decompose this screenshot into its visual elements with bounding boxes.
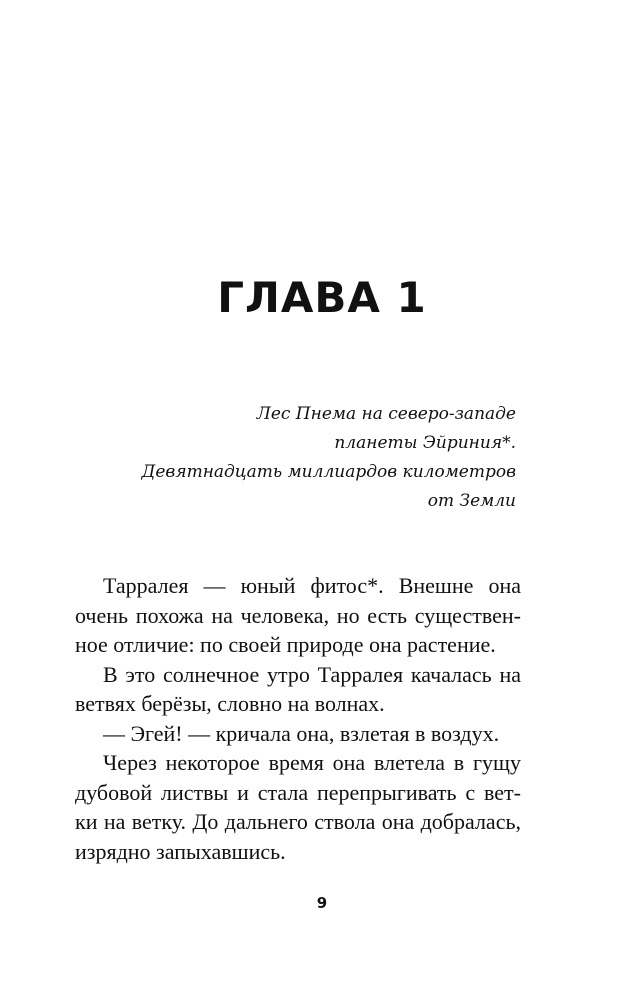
- body-line: Тарралея — юный фитос*. Внешне она: [103, 573, 521, 598]
- page-number: 9: [316, 894, 328, 912]
- body-line: ветвях берёзы, словно на волнах.: [75, 691, 385, 716]
- body-line: ки на ветку. До дальнего ствола она добралась,: [75, 809, 521, 834]
- body-line: Через некоторое время она влетела в гущу: [103, 750, 521, 775]
- body-line: — Эгей! — кричала она, взлетая в воздух.: [103, 720, 500, 746]
- body-text: [75, 571, 521, 866]
- body-line: ное отличие: по своей природе она растение.: [75, 632, 496, 657]
- epigraph: [96, 400, 516, 516]
- epigraph-line: планеты Эйриния*.: [334, 433, 516, 453]
- body-line: дубовой листвы и стала перепрыгивать с вет-: [75, 779, 521, 805]
- chapter-title: ГЛАВА 1: [217, 273, 427, 322]
- body-line: изрядно запыхавшись.: [75, 838, 286, 864]
- epigraph-line: от Земли: [427, 491, 516, 511]
- epigraph-line: Девятнадцать миллиардов километров: [141, 462, 516, 482]
- body-line: В это солнечное утро Тарралея качалась на: [103, 661, 521, 687]
- body-line: очень похожа на человека, но есть существен-: [75, 602, 521, 628]
- epigraph-line: Лес Пнема на северо-западе: [256, 404, 516, 424]
